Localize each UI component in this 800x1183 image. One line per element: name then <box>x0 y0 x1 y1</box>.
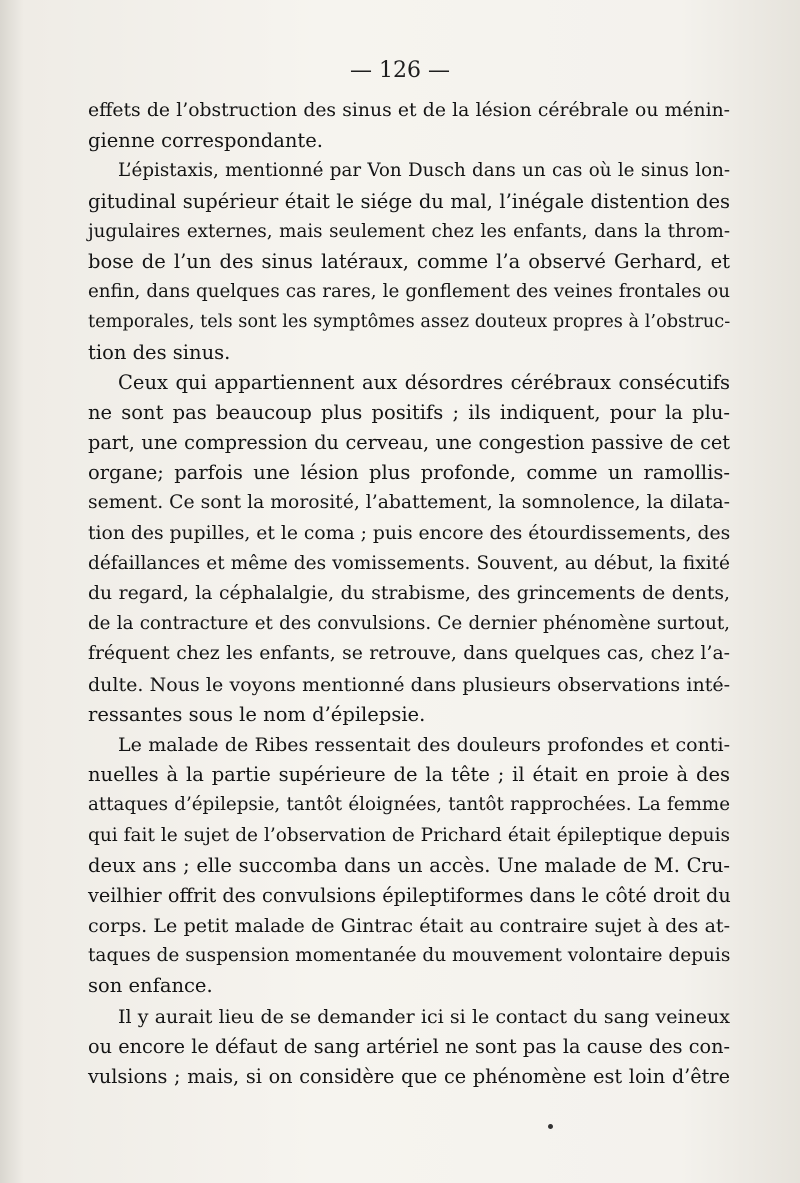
text-line: Il y aurait lieu de se demander ici si le contact du sang veineux <box>118 1005 730 1028</box>
text-line: défaillances et même des vomissements. Souvent, au début, la fixité <box>88 552 730 574</box>
page-number: — 126 — <box>350 58 450 83</box>
text-line: tion des sinus. <box>88 340 231 364</box>
text-line: attaques d’épilepsie, tantôt éloignées, tantôt rapprochées. La femme <box>88 794 730 816</box>
text-line: organe; parfois une lésion plus profonde, comme un ramollis- <box>88 461 730 485</box>
text-line: sement. Ce sont la morosité, l’abattement, la somnolence, la dilata- <box>88 492 730 514</box>
text-line: L’épistaxis, mentionné par Von Dusch dans un cas où le sinus lon- <box>118 160 730 182</box>
text-line: fréquent chez les enfants, se retrouve, dans quelques cas, chez l’a- <box>88 643 730 665</box>
text-line: effets de l’obstruction des sinus et de la lésion cérébrale ou ménin- <box>88 100 730 121</box>
text-line: vulsions ; mais, si on considère que ce phénomène est loin d’être <box>88 1065 730 1088</box>
text-line: part, une compression du cerveau, une congestion passive de cet <box>88 431 730 455</box>
ink-speck <box>548 1124 553 1129</box>
text-line: dulte. Nous le voyons mentionné dans plusieurs observations inté- <box>88 673 730 696</box>
text-line: temporales, tels sont les symptômes assez douteux propres à l’obstruc- <box>88 312 731 333</box>
text-line: son enfance. <box>88 974 213 998</box>
text-line: deux ans ; elle succomba dans un accès. Une malade de M. Cru- <box>88 853 730 877</box>
text-line: nuelles à la partie supérieure de la tête ; il était en proie à des <box>88 763 730 787</box>
text-line: jugulaires externes, mais seulement chez les enfants, dans la throm- <box>88 220 730 242</box>
text-line: Ceux qui appartiennent aux désordres cérébraux consécutifs <box>118 370 730 394</box>
text-line: veilhier offrit des convulsions épileptiformes dans le côté droit du <box>88 883 731 907</box>
text-line: du regard, la céphalalgie, du strabisme, des grincements de dents, <box>88 583 730 604</box>
text-line: de la contracture et des convulsions. Ce dernier phénomène surtout, <box>88 613 730 635</box>
text-line: gitudinal supérieur était le siége du mal, l’inégale distention des <box>88 189 730 213</box>
text-line: ou encore le défaut de sang artériel ne sont pas la cause des con- <box>88 1034 730 1058</box>
text-line: taques de suspension momentanée du mouvement volontaire depuis <box>88 945 731 967</box>
text-line: tion des pupilles, et le coma ; puis encore des étourdissements, des <box>88 522 731 544</box>
text-line: corps. Le petit malade de Gintrac était au contraire sujet à des at- <box>88 915 730 938</box>
text-line: Le malade de Ribes ressentait des douleurs profondes et conti- <box>118 733 730 756</box>
text-line: enfin, dans quelques cas rares, le gonflement des veines frontales ou <box>88 281 730 303</box>
text-line: ne sont pas beaucoup plus positifs ; ils indiquent, pour la plu- <box>88 400 730 424</box>
text-line: ressantes sous le nom d’épilepsie. <box>88 702 426 726</box>
text-line: qui fait le sujet de l’observation de Prichard était épileptique depuis <box>88 824 730 846</box>
text-line: gienne correspondante. <box>88 129 323 153</box>
body-text <box>88 96 730 1092</box>
text-line: bose de l’un des sinus latéraux, comme l’a observé Gerhard, et <box>88 249 730 273</box>
